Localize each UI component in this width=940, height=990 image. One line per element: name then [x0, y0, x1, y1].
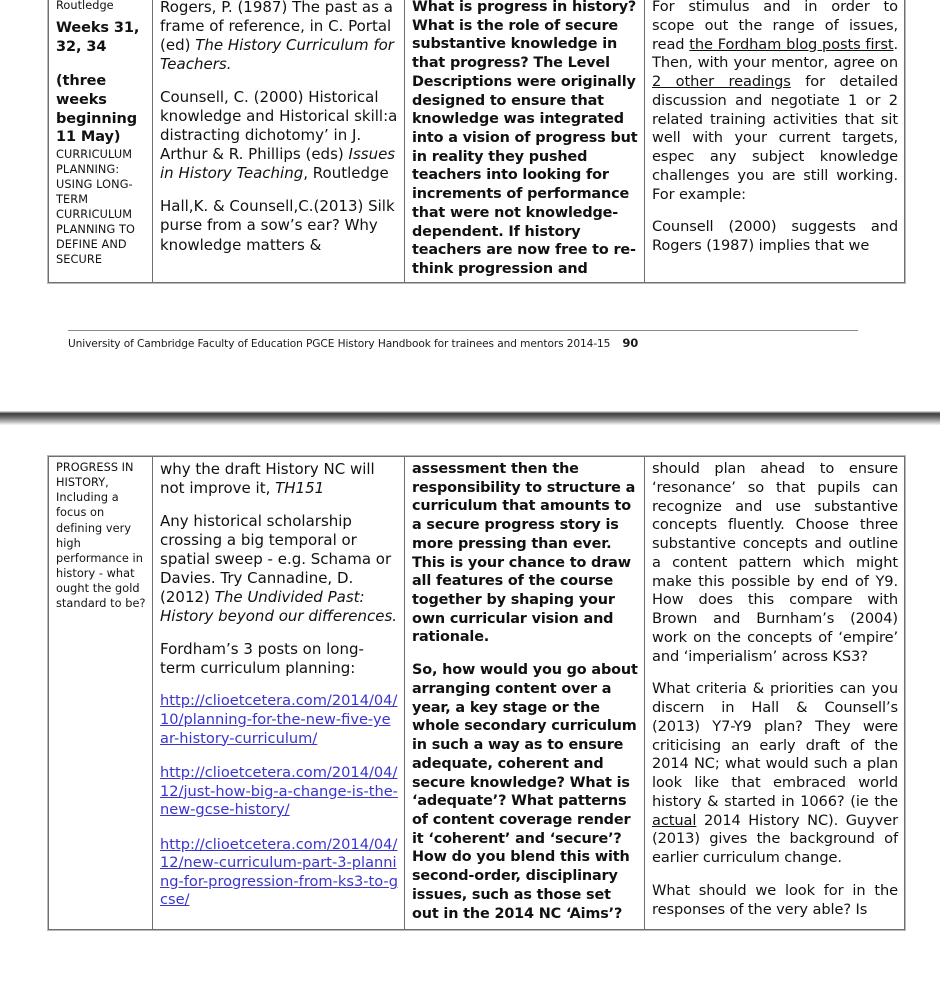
- weeks-heading: Weeks 31, 32, 34: [56, 20, 140, 55]
- reading-item-1: [160, 460, 398, 498]
- reading-item-1: [160, 0, 398, 74]
- focus-text: What is progress in history? What is the role of secure substantive knowledge in that progress? The Level Descriptions were originally designed to ensure that knowledge was integrated into a vision of progress but in reality they pushed teachers into looking for increments of performance that were not knowledge-dependent. If history teachers are now free to re-think progression and: [412, 0, 638, 278]
- footer-line: [68, 336, 868, 350]
- activity-text-b: . Then, with your mentor, agree on: [652, 35, 898, 72]
- footer-title: University of Cambridge Faculty of Education PGCE History Handbook for trainees and mentors 2014-15: [68, 338, 611, 350]
- clipped-text-above: Routledge: [56, 0, 114, 12]
- activity-underline-fordham: the Fordham blog posts first: [689, 35, 894, 53]
- footer-divider: [68, 330, 858, 331]
- blog-link-2[interactable]: http://clioetcetera.com/2014/04/12/just-how-big-a-change-is-the-new-gcse-history/: [160, 764, 398, 819]
- reading-item-2-text: Counsell, C. (2000) Historical knowledge and Historical skill:a distracting dichotomy’ in J. Arthur & R. Phillips (eds): [160, 88, 398, 164]
- reading-item-1-journal: TH151: [275, 479, 325, 498]
- reading-item-1-text: Rogers, P. (1987) The past as a frame of reference, in C. Portal (ed): [160, 0, 393, 55]
- running-footer: [68, 330, 868, 350]
- activity-paragraph-2: Counsell (2000) suggests and Rogers (1987) implies that we: [652, 218, 898, 254]
- activity-text-b: 2014 History NC). Guyver (2013) gives the background of earlier curriculum change.: [652, 811, 898, 866]
- activity-underline-actual: actual: [652, 811, 697, 829]
- cell-weeks-and-topic: [49, 0, 153, 282]
- blog-link-3[interactable]: http://clioetcetera.com/2014/04/12/new-curriculum-part-3-planning-for-progression-from-ks3-to-gcse/: [160, 835, 398, 909]
- activity-paragraph-2: [652, 680, 898, 868]
- reading-item-2: [160, 512, 398, 626]
- weeks-subheading: (three weeks beginning 11 May): [56, 72, 137, 146]
- cell-reading: [153, 457, 405, 930]
- reading-links-intro: Fordham’s 3 posts on long-term curriculum planning:: [160, 640, 364, 678]
- focus-paragraph-2: So, how would you go about arranging content over a year, a key stage or the whole secondary curriculum in such a way as to ensure adequate, coherent and secure knowledge? What is ‘adequate’? What patterns of content coverage render it ‘coherent’ and ‘secure’? How do you blend this with second-order, disciplinary issues, such as those set out in the 2014 NC ‘Aims’?: [412, 662, 638, 922]
- handbook-table-top: [48, 0, 905, 283]
- cell-reading: [153, 0, 405, 282]
- page-number: 90: [622, 336, 639, 350]
- activity-paragraph-1: [652, 0, 898, 204]
- blog-link-3-wrapper: [160, 836, 398, 910]
- topic-label: CURRICULUM PLANNING: USING LONG-TERM CURRICULUM PLANNING TO DEFINE AND SECURE: [56, 148, 136, 267]
- cell-topic: [49, 457, 153, 930]
- reading-item-2-publisher: , Routledge: [303, 164, 389, 183]
- cell-activity: [645, 457, 905, 930]
- activity-paragraph-3: What should we look for in the responses of the very able? Is: [652, 881, 898, 918]
- blog-link-1[interactable]: http://clioetcetera.com/2014/04/10/planning-for-the-new-five-year-history-curriculum/: [160, 692, 398, 747]
- scanned-page-top: [0, 0, 940, 400]
- activity-text-a: What criteria & priorities can you discern in Hall & Counsell’s (2013) Y7-Y9 plan? They were criticising an early draft of the 2014 NC; what would such a plan look like that embraced world history & started in 1066? (ie the: [652, 680, 898, 810]
- reading-item-2-text: Any historical scholarship crossing a big temporal or spatial sweep - e.g. Schama or Davies. Try Cannadine, D. (2012): [160, 512, 392, 607]
- page-separator-bar: [0, 411, 940, 425]
- table-row: [49, 0, 905, 282]
- scanned-page-bottom: [0, 440, 940, 990]
- activity-text-a: For stimulus and in order to scope out the range of issues, read: [652, 0, 898, 53]
- reading-item-2-title: The Undivided Past: History beyond our differences.: [160, 588, 398, 626]
- reading-item-2-title: Issues in History Teaching: [160, 145, 396, 183]
- topic-label: PROGRESS IN HISTORY, Including a focus on defining very high performance in history - what ought the gold standard to be?: [56, 461, 146, 611]
- focus-paragraph-1: assessment then the responsibility to structure a curriculum that amounts to a secure progress story is more pressing than ever. This is your chance to draw all features of the course together by shaping your own curricular vision and rationale.: [412, 461, 636, 646]
- reading-item-1-title: The History Curriculum for Teachers.: [160, 36, 394, 74]
- blog-link-1-wrapper: [160, 692, 398, 748]
- table-row: [49, 457, 905, 930]
- cell-focus: [405, 0, 645, 282]
- cell-focus: [405, 457, 645, 930]
- activity-paragraph-1: should plan ahead to ensure ‘resonance’ so that pupils can recognize and use substantive concepts fluently. Choose three substantive concepts and outline a content pattern which might make this possible by end of Y9. How does this compare with Brown and Burnham’s (2004) work on the concepts of ‘empire’ and ‘imperialism’ across KS3?: [652, 460, 898, 665]
- blog-link-2-wrapper: [160, 764, 398, 820]
- reading-item-1-text: why the draft History NC will not improve it,: [160, 460, 375, 498]
- reading-item-3: Hall,K. & Counsell,C.(2013) Silk purse from a sow’s ear? Why knowledge matters &: [160, 197, 395, 254]
- activity-underline-readings: 2 other readings: [652, 73, 791, 90]
- reading-item-2: [160, 88, 398, 183]
- handbook-table-bottom: [48, 456, 905, 930]
- activity-text-c: for detailed discussion and negotiate 1 or 2 related training activities that sit well with your current targets, espec any subject knowledge challenges you are still working. For example:: [652, 73, 898, 203]
- cell-activity: [645, 0, 905, 282]
